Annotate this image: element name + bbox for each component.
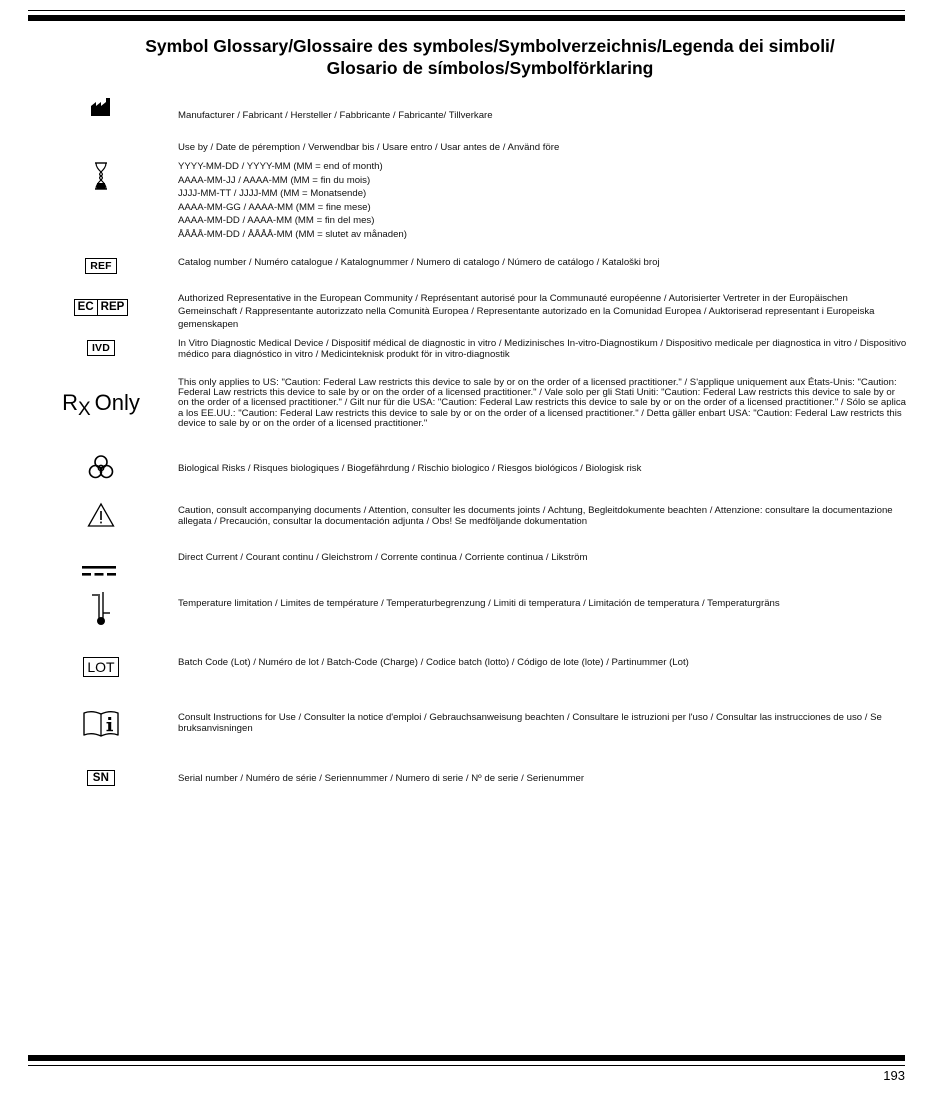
rx-only-label: Only	[94, 389, 140, 415]
manufacturer-icon	[86, 94, 116, 120]
page-title-line-2: Glosario de símbolos/Symbolförklaring	[326, 58, 654, 78]
date-format-line: ÅÅÅÅ-MM-DD / ÅÅÅÅ-MM (MM = slutet av månaden)	[178, 228, 407, 240]
ref-label: REF	[85, 258, 117, 274]
direct-current-text: Direct Current / Courant continu / Gleichstrom / Corrente continua / Corriente continua / Likström	[178, 552, 588, 563]
date-format-line: YYYY-MM-DD / YYYY-MM (MM = end of month)	[178, 161, 383, 172]
biohazard-icon	[86, 452, 116, 482]
ec-label: EC	[77, 300, 94, 313]
rx-x: X	[77, 398, 91, 420]
bottom-thin-rule	[28, 1065, 905, 1066]
date-format-line: AAAA-MM-JJ / AAAA-MM (MM = fin du mois)	[178, 174, 371, 186]
date-format-line: JJJJ-MM-TT / JJJJ-MM (MM = Monatsende)	[178, 188, 367, 199]
catalog-number-icon	[80, 255, 122, 277]
temperature-text: Temperature limitation / Limites de température / Temperaturbegrenzung / Limiti di temperatura / Limitación de temperatura / Temperaturgräns	[178, 598, 780, 609]
sn-label: SN	[87, 770, 115, 786]
serial-number-icon	[80, 767, 122, 789]
rx-only-icon	[52, 388, 150, 422]
ivd-text: In Vitro Diagnostic Medical Device / Dispositif médical de diagnostic in vitro / Medizinisches In-vitro-Diagnostikum / Dispositivo medicale per diagnostica in vitro / Dispositivo médico para diagnóstico in vitro / Medicinteknisk produkt för in vitro-diagnostik	[178, 338, 907, 360]
batch-code-text: Batch Code (Lot) / Numéro de lot / Batch-Code (Charge) / Codice batch (lotto) / Código de lote (lote) / Partinummer (Lot)	[178, 657, 689, 668]
rep-label: REP	[97, 300, 128, 315]
rx-r: R	[62, 389, 78, 415]
page-title	[60, 35, 920, 79]
page-title-line-1: Symbol Glossary/Glossaire des symboles/Symbolverzeichnis/Legenda dei simboli/	[145, 36, 835, 56]
ec-rep-icon	[72, 296, 130, 318]
top-thick-rule	[28, 15, 905, 21]
use-by-label: Use by / Date de péremption / Verwendbar bis / Usare entro / Usar antes de / Använd före	[178, 142, 560, 153]
lot-label: LOT	[83, 657, 118, 677]
thermometer-icon	[86, 590, 116, 628]
hourglass-icon	[88, 160, 114, 192]
use-by-text	[178, 142, 908, 241]
lot-icon	[80, 655, 122, 679]
instructions-for-use-icon	[80, 708, 122, 738]
biohazard-text: Biological Risks / Risques biologiques / Biogefährdung / Rischio biologico / Riesgos biológicos / Biologisk risk	[178, 463, 642, 474]
direct-current-icon	[80, 563, 118, 579]
top-thin-rule	[28, 10, 905, 11]
serial-number-text: Serial number / Numéro de série / Seriennummer / Numero di serie / Nº de serie / Serienummer	[178, 773, 585, 784]
catalog-number-text: Catalog number / Numéro catalogue / Katalognummer / Numero di catalogo / Número de catálogo / Kataloški broj	[178, 257, 660, 268]
date-format-line: AAAA-MM-DD / AAAA-MM (MM = fin del mes)	[178, 215, 375, 226]
rx-only-text: This only applies to US: "Caution: Federal Law restricts this device to sale by or on the order of a licensed practitioner." / S'applique uniquement aux États-Unis: "Caution: Federal Law restricts this device to sale by or on the order of a licensed practitioner." / Vale solo per gli Stati Uniti: "Caution: Federal Law restricts this device to sale by or on the order of a licensed practitioner." / Gilt nur für die USA: "Caution: Federal Law restricts this device to sale by or on the order of a licensed practitioner." / Sólo se aplica a los EE.UU.: "Caution: Federal Law restricts this device to sale by or on the order of a licensed practitioner." / Detta gäller enbart USA: "Caution: Federal Law restricts this device to sale by or on the order of a licensed practitioner."	[178, 377, 906, 429]
page-number: 193	[883, 1068, 905, 1083]
bottom-thick-rule	[28, 1055, 905, 1061]
caution-icon	[86, 500, 116, 530]
date-format-line: AAAA-MM-GG / AAAA-MM (MM = fine mese)	[178, 201, 371, 213]
ivd-label: IVD	[87, 340, 115, 356]
ivd-icon	[80, 337, 122, 359]
manufacturer-text: Manufacturer / Fabricant / Hersteller / Fabbricante / Fabricante/ Tillverkare	[178, 110, 493, 121]
authorized-rep-text: Authorized Representative in the European Community / Représentant autorisé pour la Communauté européenne / Autorisierter Vertreter in der Europäischen Gemeinschaft / Rappresentante autorizzato nella Comunità Europea / Representante autorizado en la Comunidad Europea / Auktoriserad representant i Europeiska gemenskapen	[178, 293, 875, 330]
instructions-for-use-text: Consult Instructions for Use / Consulter la notice d'emploi / Gebrauchsanweisung beachten / Consultare le istruzioni per l'uso / Consultar las instrucciones de uso / Se bruksanvisningen	[178, 712, 882, 734]
caution-text: Caution, consult accompanying documents / Attention, consulter les documents joints / Achtung, Begleitdokumente beachten / Attenzione: consultare la documentazione allegata / Precaución, consultar la documentación adjunta / Obs! Se medföljande dokumentation	[178, 505, 893, 527]
